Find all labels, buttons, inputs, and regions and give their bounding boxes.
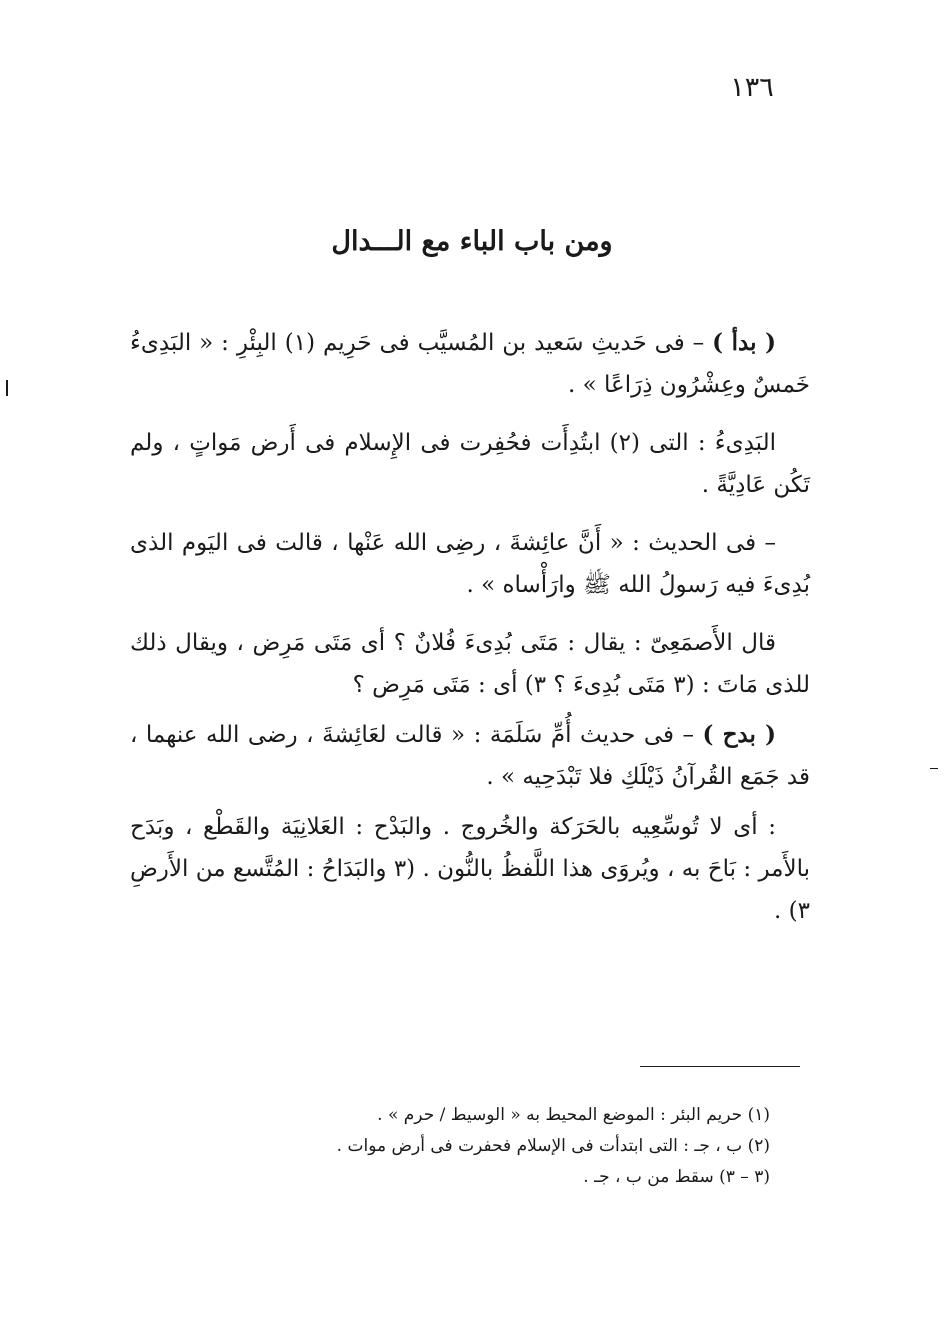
- footnote-3: (٣ – ٣) سقط من ب ، جـ .: [583, 1167, 770, 1187]
- entry-keyword: ( بدأ ): [712, 329, 776, 356]
- paragraph-text: – فى حديث أُمِّ سَلَمَة : « قالت لعَائِشةَ ، رضى الله عنهما ، قد جَمَع القُرآنُ ذَيْلَكِ فلا تَبْدَحِيه » .: [130, 722, 810, 790]
- entry-keyword: ( بدح ): [702, 721, 776, 748]
- paragraph-asmai: [130, 622, 810, 706]
- paragraph-bada: [130, 322, 810, 406]
- paragraph-badah: [130, 714, 810, 798]
- footnote-2: (٢) ب ، جـ : التى ابتدأت فى الإسلام فحفرت فى أرض موات .: [336, 1136, 770, 1156]
- body-text: [130, 322, 810, 948]
- paragraph-text: البَدِىءُ : التى (٢) ابتُدِأَت فحُفِرت فى الإِسلام فى أَرض مَواتٍ ، ولم تَكُن عَادِيَّةً .: [130, 430, 810, 498]
- paragraph-badi-definition: [130, 422, 810, 506]
- paragraph-aisha-hadith: [130, 522, 810, 606]
- page-number: ١٣٦: [730, 72, 774, 103]
- footnote-divider: [640, 1066, 800, 1067]
- chapter-title: ومن باب الباء مع الـــدال: [331, 226, 613, 257]
- paragraph-badh-explanation: [130, 806, 810, 932]
- paragraph-text: قال الأَصمَعِىّ : يقال : مَتَى بُدِىءَ فُلانٌ ؟ أى مَتَى مَرِض ، ويقال ذلك للذى مَاتَ : (٣ مَتَى بُدِىءَ ؟ ٣) أى : مَتَى مَرِض ؟: [130, 630, 810, 698]
- paragraph-text: – فى الحديث : « أَنَّ عائِشةَ ، رضِى الله عَنْها ، قالت فى اليَوم الذى بُدِىءَ فيه رَسولُ الله ﷺ وارَأْساه » .: [130, 530, 810, 598]
- footnote-1: (١) حريم البئر : الموضع المحيط به « الوسيط / حرم » .: [377, 1105, 770, 1125]
- paragraph-text: : أى لا تُوسِّعِيه بالحَرَكة والخُروج . والبَدْح : العَلانِيَة والقَطْع ، وبَدَح بالأَمر : بَاحَ به ، ويُروَى هذا اللَّفظُ بالنُّون . (٣ والبَدَاحُ : المُتَّسع من الأَرضِ ٣) .: [130, 814, 810, 924]
- footnotes: [150, 1100, 770, 1193]
- scan-edge-mark: [930, 768, 938, 769]
- paragraph-text: – فى حَديثِ سَعيد بن المُسيَّب فى حَرِيم (١) البِئْرِ : « البَدِىءُ خَمسٌ وعِشْرُون ذِرَاعًا » .: [130, 330, 810, 398]
- scan-edge-mark: [6, 380, 8, 396]
